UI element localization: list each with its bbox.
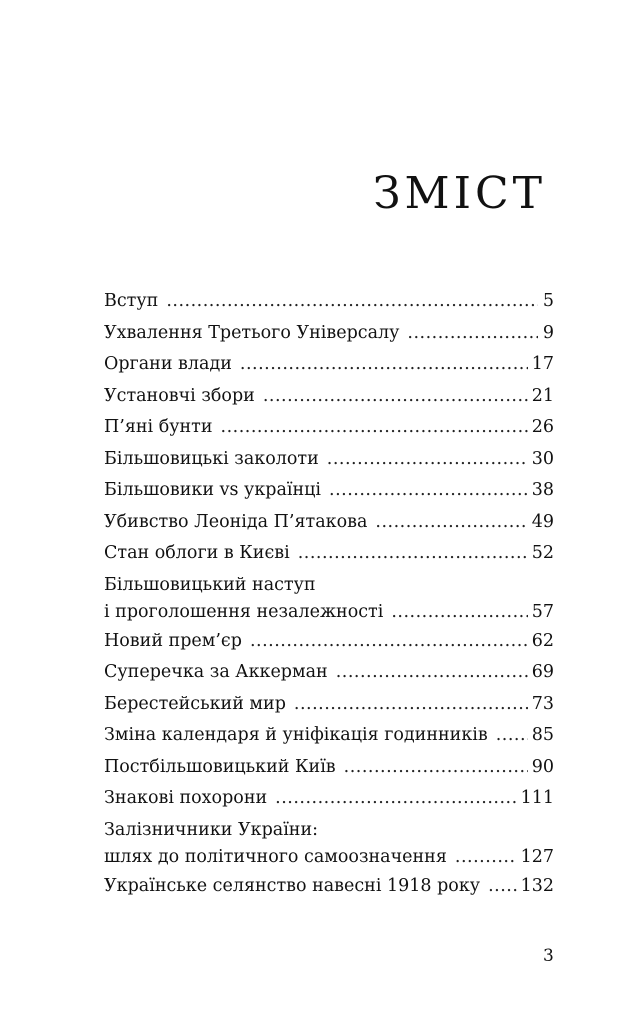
toc-entry-title: Вступ (104, 291, 159, 311)
toc-entry-title: Органи влади (104, 354, 232, 374)
dot-leader (221, 416, 528, 438)
toc-entry[interactable] (104, 322, 554, 354)
toc-entry-page: 57 (531, 601, 554, 622)
toc-entry-page: 9 (542, 322, 554, 343)
toc-entry[interactable] (104, 724, 554, 756)
dot-leader (263, 385, 528, 407)
dot-leader (375, 511, 527, 533)
toc-entry[interactable] (104, 693, 554, 725)
page-title: ЗМІСТ (373, 168, 546, 219)
toc-entry-page: 30 (531, 448, 554, 469)
toc-entry-title: Знакові похорони (104, 788, 268, 808)
toc-entry-title-line2: шлях до політичного самоозначення (104, 846, 447, 867)
table-of-contents (104, 290, 554, 906)
dot-leader (329, 479, 528, 501)
toc-entry-page: 5 (542, 291, 554, 311)
dot-leader (240, 353, 528, 375)
toc-entry-page: 127 (520, 846, 554, 867)
toc-entry-title: Стан облоги в Києві (104, 543, 290, 563)
dot-leader (327, 448, 528, 470)
toc-entry-title: Берестейський мир (104, 693, 286, 714)
toc-entry-title-line1: Більшовицький наступ (104, 574, 316, 595)
dot-leader (298, 542, 528, 564)
dot-leader (391, 601, 527, 623)
page-number: 3 (543, 946, 554, 966)
toc-entry[interactable] (104, 574, 554, 630)
toc-entry-page: 111 (520, 788, 554, 808)
dot-leader (275, 787, 516, 809)
toc-entry-page: 49 (531, 511, 554, 532)
dot-leader (166, 290, 538, 312)
toc-entry-page: 73 (531, 693, 554, 714)
toc-entry[interactable] (104, 416, 554, 448)
toc-entry-page: 85 (531, 725, 554, 745)
toc-entry-title: Установчі збори (104, 385, 255, 406)
toc-entry[interactable] (104, 385, 554, 417)
dot-leader (407, 322, 538, 344)
toc-entry-page: 69 (531, 662, 554, 682)
toc-entry-title: Більшовики vs українці (104, 480, 321, 500)
toc-entry[interactable] (104, 479, 554, 511)
dot-leader (488, 875, 517, 897)
toc-entry[interactable] (104, 787, 554, 819)
toc-entry-title: Суперечка за Аккерман (104, 662, 328, 682)
dot-leader (336, 661, 528, 683)
dot-leader (496, 724, 528, 746)
toc-entry[interactable] (104, 290, 554, 322)
toc-entry-page: 52 (531, 543, 554, 563)
toc-entry-title: П’яні бунти (104, 417, 213, 437)
dot-leader (250, 630, 528, 652)
toc-entry-page: 21 (531, 385, 554, 406)
toc-entry-title: Зміна календаря й уніфікація годинників (104, 725, 488, 745)
toc-entry-page: 62 (531, 630, 554, 651)
toc-entry-page: 26 (531, 417, 554, 437)
toc-entry-page: 17 (531, 354, 554, 374)
toc-entry[interactable] (104, 353, 554, 385)
dot-leader (294, 693, 528, 715)
toc-entry[interactable] (104, 661, 554, 693)
dot-leader (455, 846, 517, 868)
toc-entry[interactable] (104, 819, 554, 875)
toc-entry-title: Убивство Леоніда П’ятакова (104, 511, 368, 532)
toc-entry-title: Більшовицькі заколоти (104, 448, 319, 469)
dot-leader (344, 756, 528, 778)
toc-entry-title-line2: і проголошення незалежності (104, 601, 384, 622)
toc-entry-page: 90 (531, 756, 554, 777)
toc-entry[interactable] (104, 542, 554, 574)
toc-entry[interactable] (104, 756, 554, 788)
toc-entry-title: Українське селянство навесні 1918 року (104, 875, 481, 896)
toc-entry[interactable] (104, 448, 554, 480)
toc-entry[interactable] (104, 875, 554, 907)
toc-entry-page: 132 (520, 875, 554, 896)
toc-entry-title-line1: Залізничники України: (104, 819, 319, 840)
toc-entry-page: 38 (531, 480, 554, 500)
toc-entry-title: Ухвалення Третього Універсалу (104, 322, 400, 343)
toc-entry[interactable] (104, 630, 554, 662)
toc-entry-title: Новий прем’єр (104, 630, 242, 651)
toc-entry[interactable] (104, 511, 554, 543)
toc-entry-title: Постбільшовицький Київ (104, 756, 336, 777)
